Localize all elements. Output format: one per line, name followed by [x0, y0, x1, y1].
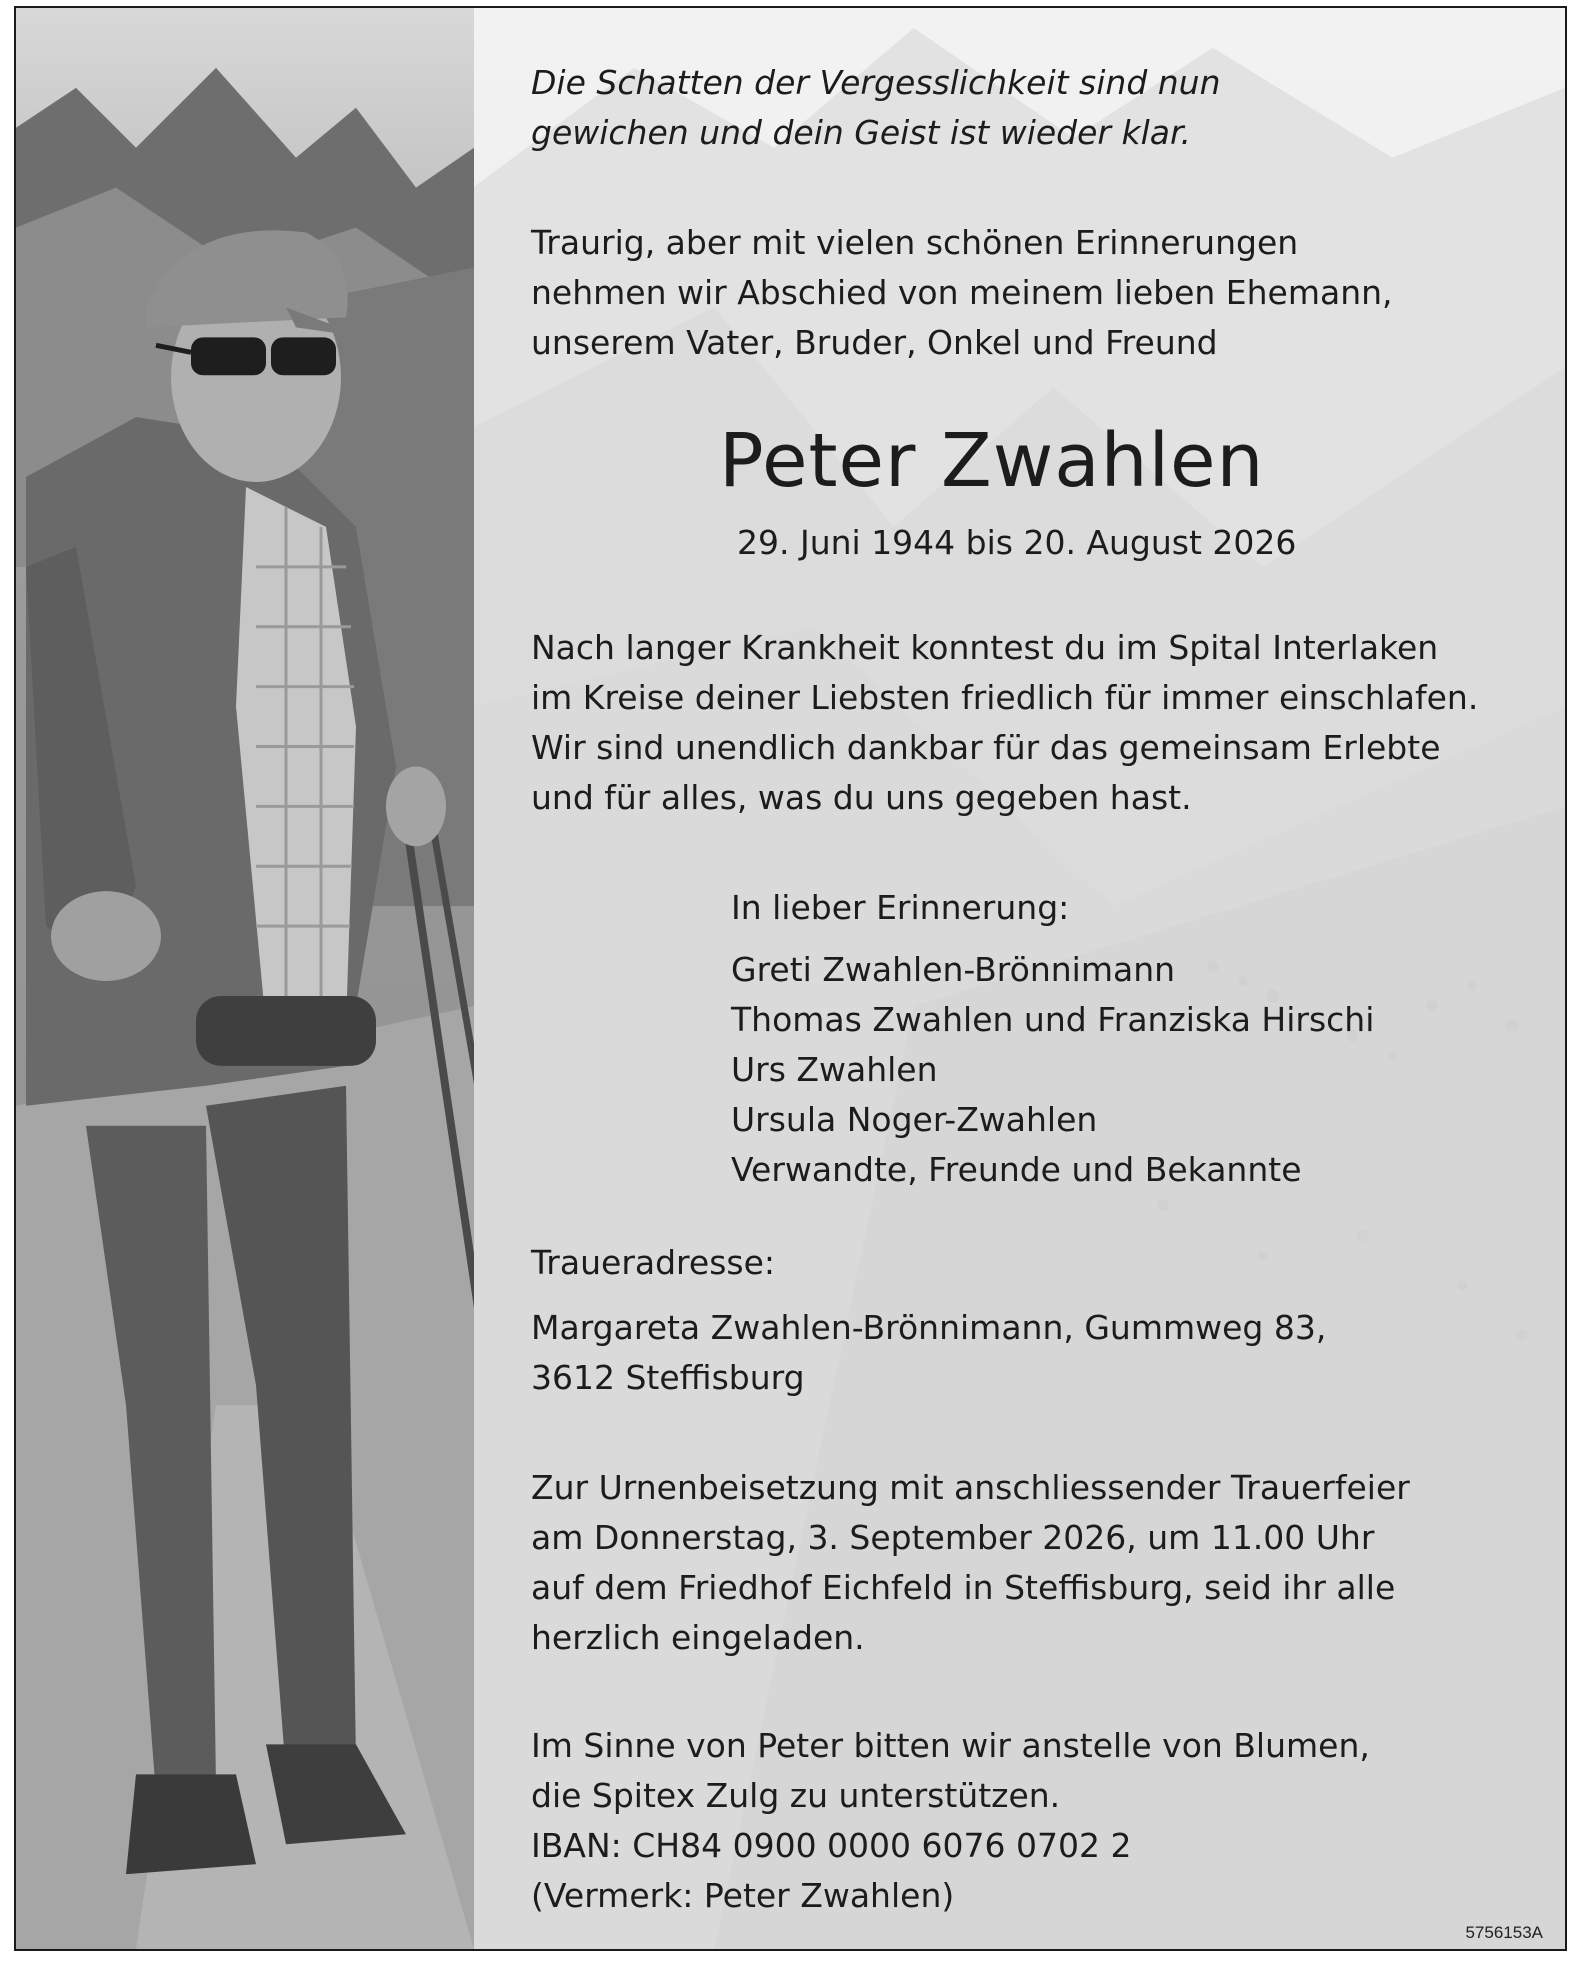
ad-code: 5756153A — [1465, 1923, 1543, 1942]
mourner-name: Thomas Zwahlen und Franziska Hirschi — [731, 1000, 1375, 1039]
mourner-name: Greti Zwahlen-Brönnimann — [731, 950, 1176, 989]
intro-line: nehmen wir Abschied von meinem lieben Ehemann, — [531, 273, 1393, 312]
poem-line: Die Schatten der Vergesslichkeit sind nun — [531, 63, 1221, 102]
mourner-name: Urs Zwahlen — [731, 1050, 938, 1089]
donation-line: die Spitex Zulg zu unterstützen. — [531, 1776, 1061, 1815]
address-line: 3612 Steffisburg — [531, 1358, 805, 1397]
message-line: im Kreise deiner Liebsten friedlich für immer einschlafen. — [531, 678, 1479, 717]
poem-line: gewichen und dein Geist ist wieder klar. — [531, 113, 1192, 152]
mourner-name: Verwandte, Freunde und Bekannte — [731, 1150, 1302, 1189]
portrait-photo — [16, 8, 474, 1949]
mourner-name: Ursula Noger-Zwahlen — [731, 1100, 1098, 1139]
intro-line: unserem Vater, Bruder, Onkel und Freund — [531, 323, 1218, 362]
message-line: Wir sind unendlich dankbar für das gemeinsam Erlebte — [531, 728, 1441, 767]
ceremony-line: am Donnerstag, 3. September 2026, um 11.00 Uhr — [531, 1518, 1375, 1557]
address-line: Margareta Zwahlen-Brönnimann, Gummweg 83, — [531, 1308, 1327, 1347]
address-heading: Traueradresse: — [531, 1243, 776, 1282]
obituary-frame — [14, 6, 1567, 1951]
message-line: und für alles, was du uns gegeben hast. — [531, 778, 1192, 817]
donation-line: Im Sinne von Peter bitten wir anstelle von Blumen, — [531, 1726, 1370, 1765]
mourners-heading: In lieber Erinnerung: — [731, 888, 1070, 927]
donation-line: (Vermerk: Peter Zwahlen) — [531, 1876, 955, 1915]
donation-iban: IBAN: CH84 0900 0000 6076 0702 2 — [531, 1826, 1132, 1865]
ceremony-line: herzlich eingeladen. — [531, 1618, 865, 1657]
intro-line: Traurig, aber mit vielen schönen Erinnerungen — [531, 223, 1299, 262]
deceased-name: Peter Zwahlen — [719, 418, 1265, 504]
ceremony-line: Zur Urnenbeisetzung mit anschliessender Trauerfeier — [531, 1468, 1410, 1507]
ceremony-line: auf dem Friedhof Eichfeld in Steffisburg, seid ihr alle — [531, 1568, 1396, 1607]
life-dates: 29. Juni 1944 bis 20. August 2026 — [737, 523, 1297, 562]
message-line: Nach langer Krankheit konntest du im Spital Interlaken — [531, 628, 1439, 667]
